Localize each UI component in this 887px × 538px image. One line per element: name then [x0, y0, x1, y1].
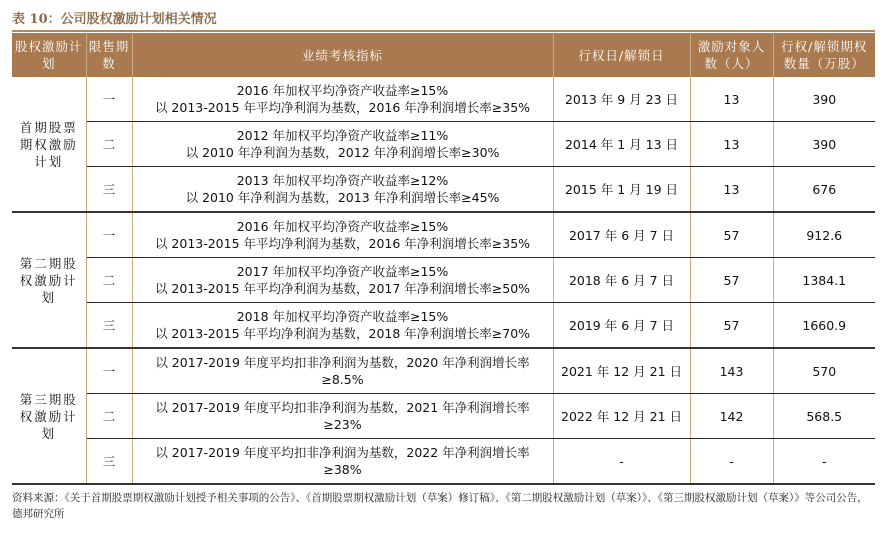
metric-line-2: ≥38%: [323, 462, 362, 477]
table-row: [12, 77, 875, 122]
header-people: 激励对象人数（人）: [690, 33, 773, 77]
date-cell: 2022 年 12 月 21 日: [553, 394, 690, 439]
metric-cell: [132, 77, 553, 122]
period-cell: 三: [86, 167, 132, 213]
period-cell: 三: [86, 439, 132, 485]
table-caption: 表 10：公司股权激励计划相关情况: [12, 12, 217, 27]
metric-cell: [132, 394, 553, 439]
quantity-cell: 570: [773, 348, 875, 394]
table-row: [12, 394, 875, 439]
table-top-rule: [12, 30, 875, 32]
incentive-plan-table: [12, 33, 875, 485]
people-cell: 57: [690, 212, 773, 258]
period-cell: 二: [86, 258, 132, 303]
date-cell: 2018 年 6 月 7 日: [553, 258, 690, 303]
people-cell: 57: [690, 258, 773, 303]
metric-line-2: ≥8.5%: [321, 372, 364, 387]
group-name: 第三期股权激励计划: [12, 348, 86, 484]
date-cell: 2021 年 12 月 21 日: [553, 348, 690, 394]
period-cell: 一: [86, 77, 132, 122]
period-cell: 一: [86, 212, 132, 258]
people-cell: 57: [690, 303, 773, 349]
metric-line-2: 以 2013-2015 年平均净利润为基数，2018 年净利润增长率≥70%: [154, 326, 531, 341]
header-metric: 业绩考核指标: [132, 33, 553, 77]
period-cell: 一: [86, 348, 132, 394]
people-cell: 142: [690, 394, 773, 439]
metric-cell: [132, 212, 553, 258]
metric-line-1: 2017 年加权平均净资产收益率≥15%: [236, 264, 449, 279]
people-cell: 13: [690, 77, 773, 122]
metric-cell: [132, 258, 553, 303]
metric-cell: [132, 167, 553, 213]
date-cell: 2015 年 1 月 19 日: [553, 167, 690, 213]
people-cell: -: [690, 439, 773, 485]
metric-cell: [132, 348, 553, 394]
date-cell: -: [553, 439, 690, 485]
metric-cell: [132, 439, 553, 485]
table-row: [12, 348, 875, 394]
metric-cell: [132, 303, 553, 349]
date-cell: 2017 年 6 月 7 日: [553, 212, 690, 258]
table-row: [12, 303, 875, 349]
period-cell: 三: [86, 303, 132, 349]
quantity-cell: 390: [773, 77, 875, 122]
source-note: 资料来源：《关于首期股票期权激励计划授予相关事项的公告》、《首期股票期权激励计划（草案）修订稿》、《第二期股权激励计划（草案）》、《第三期股权激励计划（草案）》等公司公告，德邦研究所: [12, 492, 868, 520]
metric-line-1: 以 2017-2019 年度平均扣非净利润为基数，2020 年净利润增长率: [155, 355, 530, 370]
people-cell: 143: [690, 348, 773, 394]
metric-line-1: 2016 年加权平均净资产收益率≥15%: [236, 219, 449, 234]
header-plan: 股权激励计划: [12, 33, 86, 77]
header-quantity: 行权/解锁期权数量（万股）: [773, 33, 875, 77]
quantity-cell: 912.6: [773, 212, 875, 258]
metric-line-1: 以 2017-2019 年度平均扣非净利润为基数，2021 年净利润增长率: [155, 400, 530, 415]
header-date: 行权日/解锁日: [553, 33, 690, 77]
period-cell: 二: [86, 122, 132, 167]
quantity-cell: 1384.1: [773, 258, 875, 303]
quantity-cell: 390: [773, 122, 875, 167]
header-period: 限售期数: [86, 33, 132, 77]
metric-line-2: 以 2013-2015 年平均净利润为基数，2017 年净利润增长率≥50%: [154, 281, 531, 296]
group-name: 第二期股权激励计划: [12, 212, 86, 348]
table-row: [12, 258, 875, 303]
quantity-cell: 676: [773, 167, 875, 213]
people-cell: 13: [690, 122, 773, 167]
group-name: 首期股票期权激励计划: [12, 77, 86, 212]
metric-line-2: ≥23%: [323, 417, 362, 432]
metric-cell: [132, 122, 553, 167]
metric-line-1: 以 2017-2019 年度平均扣非净利润为基数，2022 年净利润增长率: [155, 445, 530, 460]
metric-line-2: 以 2013-2015 年平均净利润为基数，2016 年净利润增长率≥35%: [154, 100, 531, 115]
period-cell: 二: [86, 394, 132, 439]
table-row: [12, 122, 875, 167]
metric-line-1: 2016 年加权平均净资产收益率≥15%: [236, 83, 449, 98]
table-row: [12, 439, 875, 485]
quantity-cell: 568.5: [773, 394, 875, 439]
metric-line-1: 2013 年加权平均净资产收益率≥12%: [236, 173, 449, 188]
metric-line-2: 以 2010 年净利润为基数，2012 年净利润增长率≥30%: [185, 145, 500, 160]
people-cell: 13: [690, 167, 773, 213]
metric-line-2: 以 2010 年净利润为基数，2013 年净利润增长率≥45%: [185, 190, 500, 205]
date-cell: 2013 年 9 月 23 日: [553, 77, 690, 122]
date-cell: 2019 年 6 月 7 日: [553, 303, 690, 349]
quantity-cell: -: [773, 439, 875, 485]
date-cell: 2014 年 1 月 13 日: [553, 122, 690, 167]
table-row: [12, 212, 875, 258]
metric-line-1: 2012 年加权平均净资产收益率≥11%: [236, 128, 449, 143]
table-row: [12, 167, 875, 213]
metric-line-1: 2018 年加权平均净资产收益率≥15%: [236, 309, 449, 324]
header-row: [12, 33, 875, 77]
metric-line-2: 以 2013-2015 年平均净利润为基数，2016 年净利润增长率≥35%: [154, 236, 531, 251]
quantity-cell: 1660.9: [773, 303, 875, 349]
